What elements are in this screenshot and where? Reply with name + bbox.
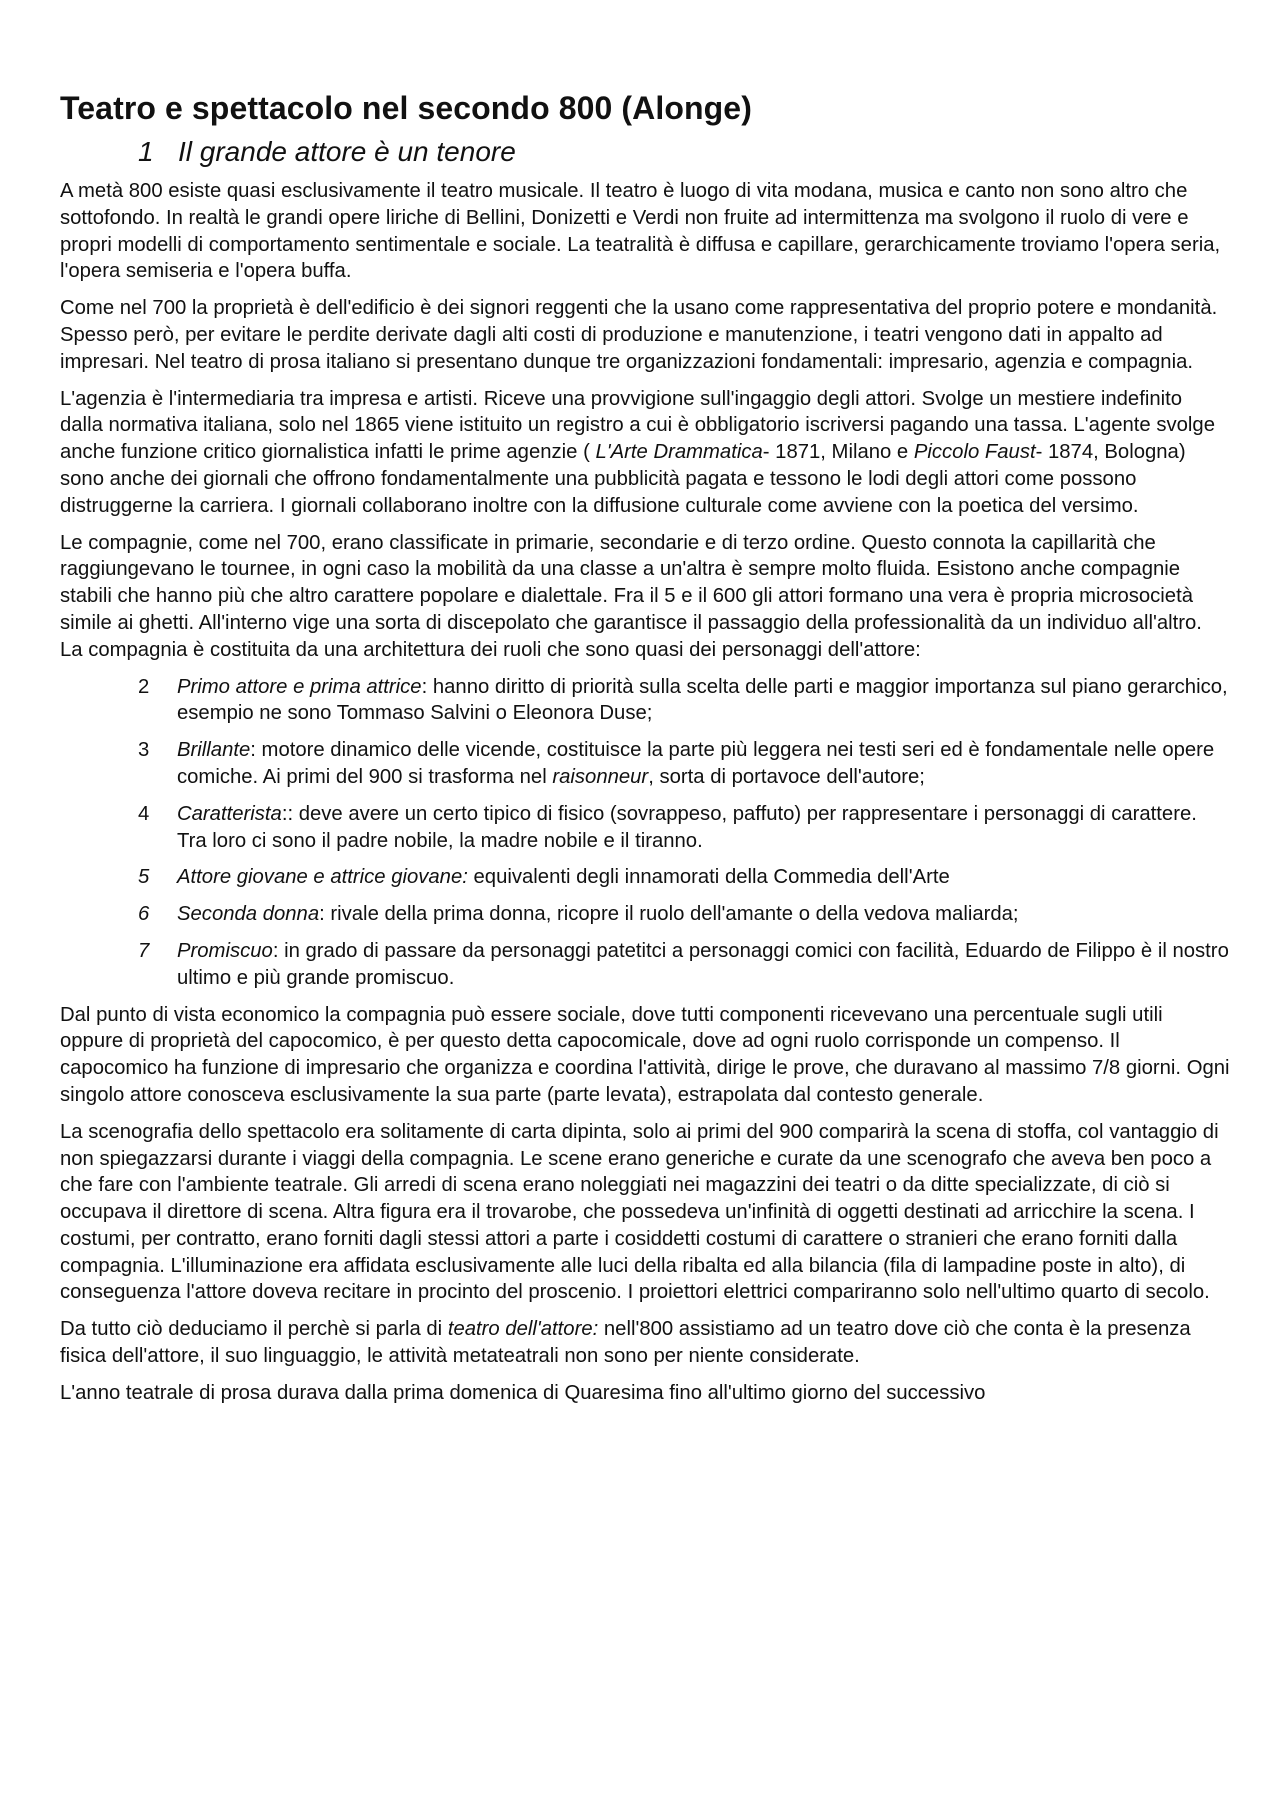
- list-item: 4 Caratterista:: deve avere un certo tipico di fisico (sovrappeso, paffuto) per rappresentare i personaggi di carattere. Tra loro ci sono il padre nobile, la madre nobile e il tiranno.: [138, 802, 1197, 852]
- paragraph-season: L'anno teatrale di prosa durava dalla prima domenica di Quaresima fino all'ultimo giorno del successivo: [60, 1381, 986, 1404]
- role-term: Seconda donna: [177, 903, 320, 926]
- role-term: Promiscuo: [177, 939, 273, 962]
- role-term: Attore giovane e attrice giovane:: [177, 866, 468, 889]
- key-term: teatro dell'attore:: [447, 1318, 599, 1341]
- list-item: 6 Seconda donna: rivale della prima donna, ricopre il ruolo dell'amante o della vedova maliarda;: [60, 901, 1230, 928]
- list-item: 2 Primo attore e prima attrice: hanno diritto di priorità sulla scelta delle parti e maggior importanza sul piano gerarchico, esempio ne sono Tommaso Salvini o Eleonora Duse;: [138, 675, 1228, 725]
- list-item: 3 Brillante: motore dinamico delle vicende, costituisce la parte più leggera nei testi seri ed è fondamentale nelle opere comiche. Ai primi del 900 si trasforma nel raisonneur, sorta di portavoce dell'autore;: [138, 739, 1215, 788]
- list-item: 5 Attore giovane e attrice giovane: equivalenti degli innamorati della Commedia dell'Arte: [60, 864, 1230, 891]
- list-number: 3: [138, 739, 150, 762]
- list-number: 6: [138, 903, 150, 926]
- paragraph-economics: Dal punto di vista economico la compagnia può essere sociale, dove tutti componenti ricevevano una percentuale sugli utili oppure di proprietà del capocomico, è per questo detta capocomicale, dove ad ogni ruolo corrisponde un compenso. Il capocomico ha funzione di impresario che organizza e coordina l'attività, dirige le prove, che duravano al massimo 7/8 giorni. Ogni singolo attore conosceva esclusivamente la sua parte (parte levata), estrapolata dal contesto generale.: [60, 1003, 1230, 1106]
- list-number: 4: [138, 802, 150, 825]
- list-number: 5: [138, 866, 150, 889]
- section-heading: [60, 134, 1230, 170]
- paragraph-scenography: La scenografia dello spettacolo era solitamente di carta dipinta, solo ai primi del 900 comparirà la scena di stoffa, col vantaggio di non spiegazzarsi durante i viaggi della compagnia. Le scene erano generiche e curate da une scenografo che aveva ben poco a che fare con l'ambiente teatrale. Gli arredi di scena erano noleggiati nei magazzini dei teatri o da ditte specializzate, di ciò si occupava il direttore di scena. Altra figura era il trovarobe, che possedeva un'infinità di oggetti destinati ad arricchire la scena. I costumi, per contratto, erano forniti dagli stessi attori a parte i cosiddetti costumi di carattere o stranieri che erano forniti dalla compagnia. L'illuminazione era affidata esclusivamente alle luci della ribalta ed alla bilancia (fila di lampadine poste in alto), di conseguenza l'attore doveva recitare in procinto del proscenio. I proiettori elettrici compariranno solo nell'ultimo quarto di secolo.: [60, 1120, 1219, 1304]
- roles-list: [60, 674, 1230, 992]
- newspaper-title: L'Arte Drammatica: [595, 441, 763, 464]
- newspaper-title: Piccolo Faust: [913, 441, 1036, 464]
- list-item: 7 Promiscuo: in grado di passare da personaggi patetitci a personaggi comici con facilità, Eduardo de Filippo è il nostro ultimo e più grande promiscuo.: [138, 939, 1229, 989]
- document-page: [60, 88, 1230, 1417]
- document-title: Teatro e spettacolo nel secondo 800 (Alonge): [60, 90, 752, 126]
- section-number: 1: [138, 136, 154, 167]
- list-number: 7: [138, 939, 150, 962]
- paragraph-companies: Le compagnie, come nel 700, erano classificate in primarie, secondarie e di terzo ordine. Questo connota la capillarità che raggiungevano le tournee, in ogni caso la mobilità da una classe a un'altra è sempre molto fluida. Esistono anche compagnie stabili che hanno più che altro carattere popolare e dialettale. Fra il 5 e il 600 gli attori formano una vera è propria microsocietà simile ai ghetti. All'interno vige una sorta di discepolato che garantisce il passaggio della professionalità da un individuo all'altro. La compagnia è costituita da una architettura dei ruoli che sono quasi dei personaggi dell'attore:: [60, 531, 1202, 661]
- paragraph-conclusion: Da tutto ciò deduciamo il perchè si parla di teatro dell'attore: nell'800 assistiamo ad un teatro dove ciò che conta è la presenza fisica dell'attore, il suo linguaggio, le attività metateatrali non sono per niente considerate.: [60, 1318, 1191, 1368]
- role-term: Primo attore e prima attrice: [177, 675, 422, 698]
- section-title: Il grande attore è un tenore: [178, 136, 516, 167]
- paragraph-intro: A metà 800 esiste quasi esclusivamente il teatro musicale. Il teatro è luogo di vita modana, musica e canto non sono altro che sottofondo. In realtà le grandi opere liriche di Bellini, Donizetti e Verdi non fruite ad intermittenza ma svolgono il ruolo di vere e propri modelli di comportamento sentimentale e sociale. La teatralità è diffusa e capillare, gerarchicamente troviamo l'opera seria, l'opera semiseria e l'opera buffa.: [60, 180, 1221, 283]
- role-term: Caratterista: [177, 802, 282, 825]
- paragraph-ownership: Come nel 700 la proprietà è dell'edificio è dei signori reggenti che la usano come rappresentativa del proprio potere e mondanità. Spesso però, per evitare le perdite derivate dagli alti costi di produzione e manutenzione, i teatri vengono dati in appalto ad impresari. Nel teatro di prosa italiano si presentano dunque tre organizzazioni fondamentali: impresario, agenzia e compagnia.: [60, 297, 1218, 373]
- role-term-secondary: raisonneur: [552, 765, 649, 788]
- list-number: 2: [138, 675, 150, 698]
- paragraph-agency: L'agenzia è l'intermediaria tra impresa e artisti. Riceve una provvigione sull'ingaggio degli attori. Svolge un mestiere indefinito dalla normativa italiana, solo nel 1865 viene istituito un registro a cui è obbligatorio iscriversi pagando una tassa. L'agente svolge anche funzione critico giornalistica infatti le prime agenzie ( L'Arte Drammatica- 1871, Milano e Piccolo Faust- 1874, Bologna) sono anche dei giornali che offrono fondamentalmente una pubblicità pagata e tessono le lodi degli attori come possono distruggerne la carriera. I giornali collaborano inoltre con la diffusione culturale come avviene con la poetica del versimo.: [60, 387, 1215, 517]
- role-term: Brillante: [177, 739, 251, 762]
